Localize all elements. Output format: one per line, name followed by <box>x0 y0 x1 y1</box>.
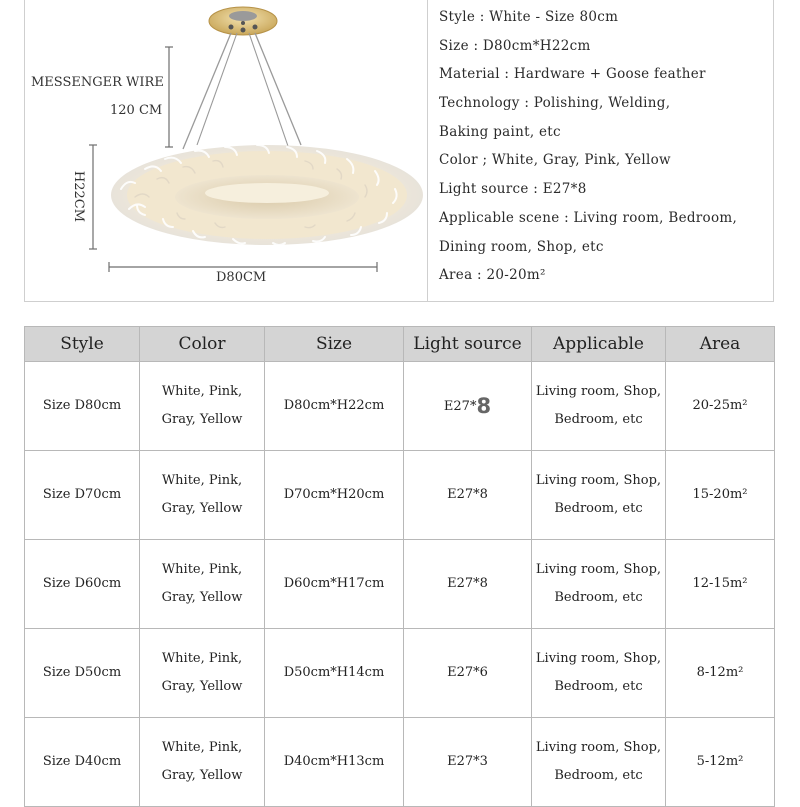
cell-light-source: E27*3 <box>404 718 532 807</box>
header-size: Size <box>265 327 404 362</box>
spec-technology-cont: Baking paint, etc <box>439 123 561 140</box>
cell-applicable: Living room, Shop, Bedroom, etc <box>532 451 666 540</box>
cell-light-source: E27*6 <box>404 629 532 718</box>
diameter-label: D80CM <box>216 270 267 285</box>
cell-color: White, Pink, Gray, Yellow <box>140 629 265 718</box>
feather-chandelier-image <box>25 0 427 301</box>
spec-list <box>439 3 771 290</box>
cell-style: Size D60cm <box>25 540 140 629</box>
cell-area: 15-20m² <box>666 451 775 540</box>
cell-light-source: E27*8 <box>404 451 532 540</box>
table-row <box>25 629 775 718</box>
chandelier-illustration <box>25 0 427 301</box>
cell-applicable: Living room, Shop, Bedroom, etc <box>532 718 666 807</box>
header-applicable: Applicable <box>532 327 666 362</box>
spec-area: Area : 20-20m² <box>439 267 546 284</box>
cell-color: White, Pink, Gray, Yellow <box>140 362 265 451</box>
cell-style: Size D70cm <box>25 451 140 540</box>
table-row <box>25 451 775 540</box>
cell-size: D60cm*H17cm <box>265 540 404 629</box>
table-header-row <box>25 327 775 362</box>
table-row <box>25 718 775 807</box>
header-area: Area <box>666 327 775 362</box>
size-spec-table <box>24 326 775 807</box>
cell-color: White, Pink, Gray, Yellow <box>140 540 265 629</box>
cell-applicable: Living room, Shop, Bedroom, etc <box>532 629 666 718</box>
header-color: Color <box>140 327 265 362</box>
height-label: H22CM <box>71 170 87 223</box>
cell-style: Size D80cm <box>25 362 140 451</box>
spec-color: Color ; White, Gray, Pink, Yellow <box>439 152 671 169</box>
messenger-wire-label: MESSENGER WIRE <box>31 75 164 90</box>
cell-style: Size D50cm <box>25 629 140 718</box>
suspension-wire-right <box>255 33 301 145</box>
suspension-wire-left <box>183 33 231 149</box>
cell-size: D80cm*H22cm <box>265 362 404 451</box>
cell-applicable: Living room, Shop, Bedroom, etc <box>532 540 666 629</box>
spec-light-source: Light source : E27*8 <box>439 181 587 198</box>
spec-material: Material : Hardware + Goose feather <box>439 66 706 83</box>
cell-area: 8-12m² <box>666 629 775 718</box>
light-count-emphasis: 8 <box>476 393 492 418</box>
spec-applicable-scene: Applicable scene : Living room, Bedroom, <box>439 209 738 226</box>
cell-color: White, Pink, Gray, Yellow <box>140 451 265 540</box>
spec-technology: Technology : Polishing, Welding, <box>439 95 671 112</box>
cell-style: Size D40cm <box>25 718 140 807</box>
panel-divider <box>427 0 428 301</box>
cell-light-source: E27*8 <box>404 362 532 451</box>
cell-size: D40cm*H13cm <box>265 718 404 807</box>
header-style: Style <box>25 327 140 362</box>
cell-area: 20-25m² <box>666 362 775 451</box>
cell-light-source: E27*8 <box>404 540 532 629</box>
spec-style: Style : White - Size 80cm <box>439 9 619 25</box>
table-row <box>25 540 775 629</box>
cell-area: 5-12m² <box>666 718 775 807</box>
spec-size: Size : D80cm*H22cm <box>439 37 591 54</box>
cell-applicable: Living room, Shop, Bedroom, etc <box>532 362 666 451</box>
wire-length-label: 120 CM <box>110 103 163 118</box>
spec-applicable-scene-cont: Dining room, Shop, etc <box>439 238 604 255</box>
cell-color: White, Pink, Gray, Yellow <box>140 718 265 807</box>
product-spec-panel <box>24 0 774 302</box>
cell-size: D70cm*H20cm <box>265 451 404 540</box>
header-light-source: Light source <box>404 327 532 362</box>
cell-area: 12-15m² <box>666 540 775 629</box>
table-row <box>25 362 775 451</box>
cell-size: D50cm*H14cm <box>265 629 404 718</box>
feather-ring <box>111 145 423 245</box>
